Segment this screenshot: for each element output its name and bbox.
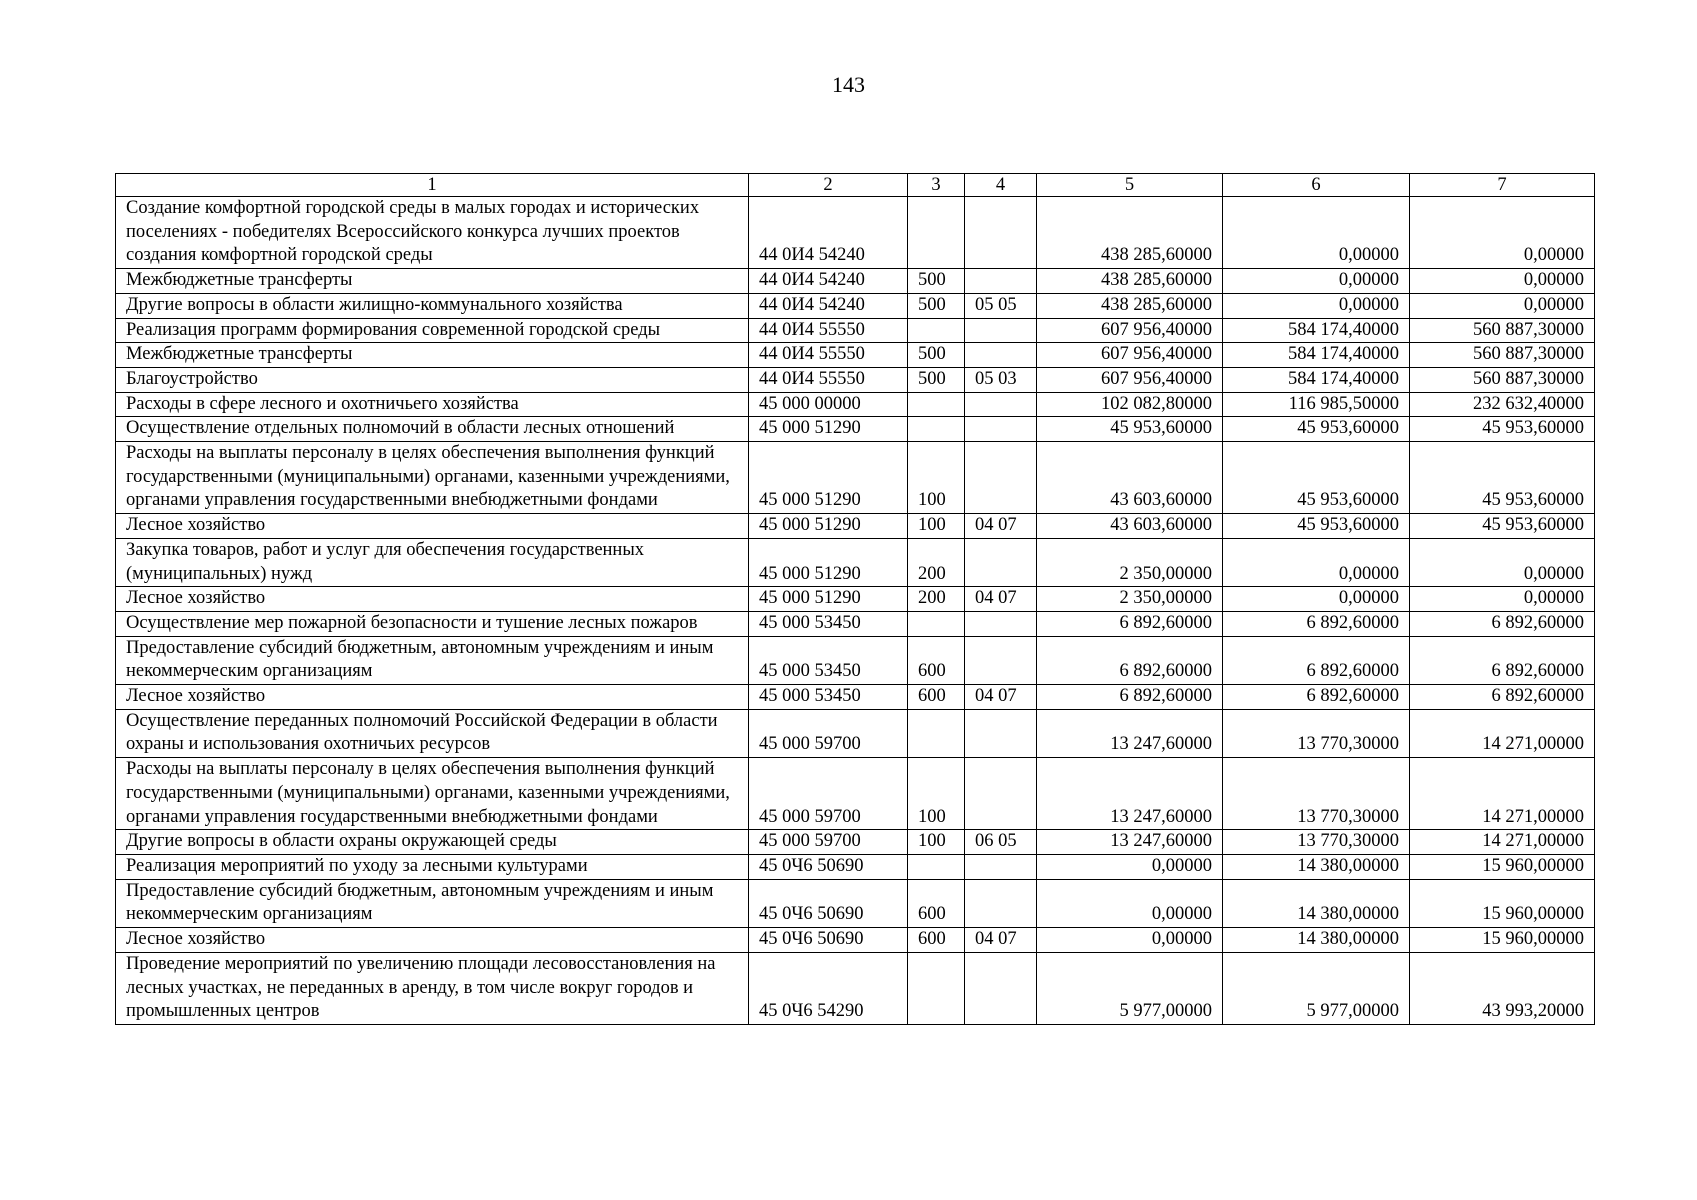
amount-col5-cell: 43 603,60000 [1037,442,1223,514]
section-cell: 04 07 [965,514,1037,539]
amount-col5-cell: 13 247,60000 [1037,830,1223,855]
expense-type-cell: 500 [908,367,965,392]
table-row [116,928,1595,953]
section-cell [965,197,1037,269]
column-header: 5 [1037,174,1223,197]
amount-col6-cell: 5 977,00000 [1223,952,1410,1024]
amount-col5-cell: 5 977,00000 [1037,952,1223,1024]
column-header: 4 [965,174,1037,197]
page-number: 143 [832,72,865,97]
amount-col7-cell: 14 271,00000 [1410,758,1595,830]
amount-col5-cell: 43 603,60000 [1037,514,1223,539]
amount-col7-cell: 45 953,60000 [1410,514,1595,539]
table-row [116,392,1595,417]
amount-col6-cell: 13 770,30000 [1223,709,1410,757]
expense-type-cell: 500 [908,343,965,368]
table-row [116,611,1595,636]
target-article-cell: 45 000 00000 [749,392,908,417]
target-article-cell: 45 000 59700 [749,709,908,757]
amount-col7-cell: 45 953,60000 [1410,417,1595,442]
table-row [116,417,1595,442]
amount-col7-cell: 232 632,40000 [1410,392,1595,417]
amount-col7-cell: 15 960,00000 [1410,928,1595,953]
row-name-cell: Создание комфортной городской среды в малых городах и исторических поселениях - победителях Всероссийского конкурса лучших проектов создания комфортной городской среды [116,197,749,269]
section-cell: 04 07 [965,685,1037,710]
target-article-cell: 44 0И4 54240 [749,293,908,318]
amount-col5-cell: 607 956,40000 [1037,343,1223,368]
row-name-cell: Лесное хозяйство [116,587,749,612]
budget-table [115,173,1595,1025]
amount-col7-cell: 15 960,00000 [1410,879,1595,927]
row-name-cell: Реализация программ формирования современной городской среды [116,318,749,343]
target-article-cell: 45 000 51290 [749,417,908,442]
section-cell: 04 07 [965,928,1037,953]
amount-col7-cell: 14 271,00000 [1410,830,1595,855]
target-article-cell: 45 000 53450 [749,685,908,710]
amount-col7-cell: 560 887,30000 [1410,367,1595,392]
amount-col7-cell: 6 892,60000 [1410,685,1595,710]
amount-col6-cell: 14 380,00000 [1223,928,1410,953]
target-article-cell: 45 000 53450 [749,636,908,684]
section-cell [965,854,1037,879]
amount-col6-cell: 0,00000 [1223,293,1410,318]
column-header: 3 [908,174,965,197]
target-article-cell: 45 0Ч6 50690 [749,854,908,879]
amount-col7-cell: 0,00000 [1410,538,1595,586]
row-name-cell: Осуществление переданных полномочий Российской Федерации в области охраны и использования охотничьих ресурсов [116,709,749,757]
expense-type-cell [908,709,965,757]
target-article-cell: 45 0Ч6 50690 [749,928,908,953]
section-cell [965,758,1037,830]
expense-type-cell: 100 [908,830,965,855]
amount-col7-cell: 0,00000 [1410,269,1595,294]
table-row [116,685,1595,710]
table-row [116,367,1595,392]
section-cell: 05 05 [965,293,1037,318]
table-row [116,879,1595,927]
section-cell [965,611,1037,636]
table-row [116,442,1595,514]
section-cell [965,318,1037,343]
amount-col6-cell: 0,00000 [1223,197,1410,269]
target-article-cell: 45 0Ч6 50690 [749,879,908,927]
table-row [116,514,1595,539]
amount-col7-cell: 0,00000 [1410,197,1595,269]
amount-col5-cell: 13 247,60000 [1037,709,1223,757]
expense-type-cell [908,318,965,343]
amount-col5-cell: 6 892,60000 [1037,611,1223,636]
target-article-cell: 45 000 59700 [749,758,908,830]
target-article-cell: 45 000 51290 [749,587,908,612]
row-name-cell: Межбюджетные трансферты [116,343,749,368]
row-name-cell: Расходы в сфере лесного и охотничьего хозяйства [116,392,749,417]
table-row [116,197,1595,269]
amount-col7-cell: 43 993,20000 [1410,952,1595,1024]
row-name-cell: Межбюджетные трансферты [116,269,749,294]
row-name-cell: Расходы на выплаты персоналу в целях обеспечения выполнения функций государственными (муниципальными) органами, казенными учреждениями, органами управления государственными внебюджетными фондами [116,758,749,830]
row-name-cell: Другие вопросы в области жилищно-коммунального хозяйства [116,293,749,318]
expense-type-cell: 600 [908,685,965,710]
table-row [116,636,1595,684]
table-row [116,854,1595,879]
section-cell [965,709,1037,757]
row-name-cell: Осуществление отдельных полномочий в области лесных отношений [116,417,749,442]
row-name-cell: Лесное хозяйство [116,928,749,953]
row-name-cell: Другие вопросы в области охраны окружающей среды [116,830,749,855]
amount-col5-cell: 6 892,60000 [1037,636,1223,684]
amount-col7-cell: 0,00000 [1410,293,1595,318]
expense-type-cell [908,854,965,879]
expense-type-cell: 100 [908,514,965,539]
amount-col5-cell: 0,00000 [1037,928,1223,953]
row-name-cell: Лесное хозяйство [116,514,749,539]
expense-type-cell: 100 [908,442,965,514]
amount-col6-cell: 584 174,40000 [1223,318,1410,343]
amount-col6-cell: 0,00000 [1223,538,1410,586]
target-article-cell: 45 000 51290 [749,538,908,586]
expense-type-cell: 100 [908,758,965,830]
amount-col6-cell: 13 770,30000 [1223,758,1410,830]
expense-type-cell: 600 [908,879,965,927]
amount-col6-cell: 6 892,60000 [1223,685,1410,710]
amount-col5-cell: 45 953,60000 [1037,417,1223,442]
table-row [116,830,1595,855]
target-article-cell: 44 0И4 54240 [749,269,908,294]
target-article-cell: 45 000 51290 [749,442,908,514]
amount-col7-cell: 14 271,00000 [1410,709,1595,757]
target-article-cell: 45 000 59700 [749,830,908,855]
amount-col5-cell: 13 247,60000 [1037,758,1223,830]
expense-type-cell [908,952,965,1024]
amount-col7-cell: 6 892,60000 [1410,636,1595,684]
column-header: 7 [1410,174,1595,197]
amount-col5-cell: 438 285,60000 [1037,293,1223,318]
amount-col5-cell: 607 956,40000 [1037,367,1223,392]
row-name-cell: Лесное хозяйство [116,685,749,710]
amount-col5-cell: 438 285,60000 [1037,197,1223,269]
amount-col6-cell: 6 892,60000 [1223,611,1410,636]
amount-col7-cell: 15 960,00000 [1410,854,1595,879]
expense-type-cell: 500 [908,269,965,294]
amount-col6-cell: 584 174,40000 [1223,343,1410,368]
column-header: 2 [749,174,908,197]
amount-col5-cell: 607 956,40000 [1037,318,1223,343]
amount-col7-cell: 0,00000 [1410,587,1595,612]
row-name-cell: Закупка товаров, работ и услуг для обеспечения государственных (муниципальных) нужд [116,538,749,586]
table-row [116,709,1595,757]
amount-col5-cell: 2 350,00000 [1037,538,1223,586]
table-row [116,538,1595,586]
expense-type-cell: 600 [908,636,965,684]
table-row [116,293,1595,318]
expense-type-cell: 600 [908,928,965,953]
target-article-cell: 45 000 53450 [749,611,908,636]
amount-col5-cell: 0,00000 [1037,879,1223,927]
section-cell [965,417,1037,442]
table-body [116,197,1595,1025]
amount-col7-cell: 560 887,30000 [1410,318,1595,343]
expense-type-cell: 500 [908,293,965,318]
amount-col6-cell: 116 985,50000 [1223,392,1410,417]
amount-col5-cell: 2 350,00000 [1037,587,1223,612]
expense-type-cell: 200 [908,587,965,612]
expense-type-cell [908,611,965,636]
row-name-cell: Проведение мероприятий по увеличению площади лесовосстановления на лесных участках, не переданных в аренду, в том числе вокруг городов и промышленных центров [116,952,749,1024]
column-header: 6 [1223,174,1410,197]
target-article-cell: 44 0И4 55550 [749,318,908,343]
target-article-cell: 44 0И4 54240 [749,197,908,269]
amount-col7-cell: 6 892,60000 [1410,611,1595,636]
section-cell [965,392,1037,417]
amount-col6-cell: 0,00000 [1223,587,1410,612]
section-cell [965,442,1037,514]
table-row [116,758,1595,830]
section-cell [965,538,1037,586]
amount-col6-cell: 6 892,60000 [1223,636,1410,684]
table-row [116,318,1595,343]
row-name-cell: Осуществление мер пожарной безопасности и тушение лесных пожаров [116,611,749,636]
section-cell: 05 03 [965,367,1037,392]
row-name-cell: Благоустройство [116,367,749,392]
table-row [116,587,1595,612]
amount-col6-cell: 0,00000 [1223,269,1410,294]
section-cell [965,952,1037,1024]
table-row [116,269,1595,294]
table-row [116,952,1595,1024]
section-cell [965,343,1037,368]
amount-col6-cell: 45 953,60000 [1223,442,1410,514]
section-cell [965,636,1037,684]
amount-col6-cell: 13 770,30000 [1223,830,1410,855]
section-cell: 06 05 [965,830,1037,855]
expense-type-cell [908,197,965,269]
column-header: 1 [116,174,749,197]
row-name-cell: Реализация мероприятий по уходу за лесными культурами [116,854,749,879]
amount-col6-cell: 14 380,00000 [1223,854,1410,879]
target-article-cell: 45 000 51290 [749,514,908,539]
expense-type-cell [908,417,965,442]
row-name-cell: Предоставление субсидий бюджетным, автономным учреждениям и иным некоммерческим организациям [116,879,749,927]
amount-col5-cell: 0,00000 [1037,854,1223,879]
row-name-cell: Предоставление субсидий бюджетным, автономным учреждениям и иным некоммерческим организациям [116,636,749,684]
amount-col5-cell: 6 892,60000 [1037,685,1223,710]
section-cell [965,269,1037,294]
target-article-cell: 45 0Ч6 54290 [749,952,908,1024]
target-article-cell: 44 0И4 55550 [749,343,908,368]
amount-col6-cell: 14 380,00000 [1223,879,1410,927]
amount-col7-cell: 560 887,30000 [1410,343,1595,368]
expense-type-cell: 200 [908,538,965,586]
amount-col6-cell: 584 174,40000 [1223,367,1410,392]
amount-col5-cell: 438 285,60000 [1037,269,1223,294]
amount-col5-cell: 102 082,80000 [1037,392,1223,417]
expense-type-cell [908,392,965,417]
amount-col7-cell: 45 953,60000 [1410,442,1595,514]
amount-col6-cell: 45 953,60000 [1223,514,1410,539]
table-row [116,343,1595,368]
section-cell [965,879,1037,927]
target-article-cell: 44 0И4 55550 [749,367,908,392]
table-header-row [116,174,1595,197]
row-name-cell: Расходы на выплаты персоналу в целях обеспечения выполнения функций государственными (муниципальными) органами, казенными учреждениями, органами управления государственными внебюджетными фондами [116,442,749,514]
section-cell: 04 07 [965,587,1037,612]
amount-col6-cell: 45 953,60000 [1223,417,1410,442]
